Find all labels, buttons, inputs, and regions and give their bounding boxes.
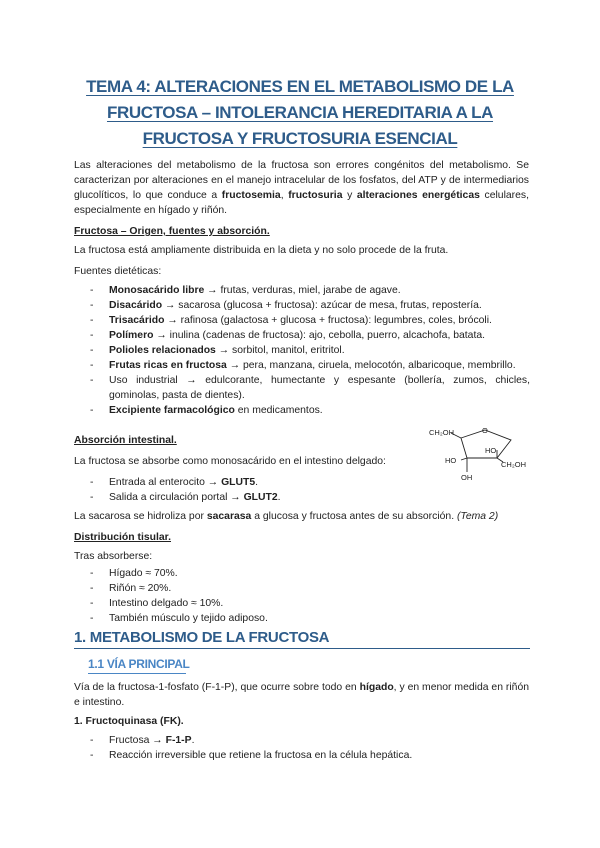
absorcion-paragraph: La fructosa se absorbe como monosacárido en el intestino delgado: [74, 456, 386, 467]
fuentes-list [90, 283, 530, 418]
tema-reference: (Tema 2) [456, 511, 499, 522]
list-item: - Riñón ≈ 20%. [90, 583, 172, 594]
list-item: - Polímero → inulina (cadenas de fructosa): ajo, cebolla, puerro, alcachofa, batata. [90, 330, 486, 341]
intro-text: Las alteraciones del metabolismo de la fructosa son errores congénitos del metabolismo. Se caracterizan por alteraciones en el manejo intracelular de los fosfatos, del ATP y de intermediarios glucolíticos, lo que conduce a [74, 160, 529, 201]
via-principal-paragraph: Vía de la fructosa-1-fosfato (F-1-P), que ocurre sobre todo en hígado, y en menor medida en riñón e intestino. [74, 682, 530, 708]
list-item: - Salida a circulación portal → GLUT2. [90, 492, 281, 503]
list-item: - Trisacárido → rafinosa (galactosa + glucosa + fructosa): legumbres, coles, brócoli. [90, 315, 492, 326]
fructose-molecule-diagram [427, 424, 533, 486]
sacarosa-paragraph: La sacarosa se hidroliza por sacarasa a glucosa y fructosa antes de su absorción. (Tema 2) [74, 511, 499, 522]
origen-heading: Fructosa – Origen, fuentes y absorción. [74, 226, 270, 237]
intro-text: , [280, 190, 289, 201]
absorcion-heading: Absorción intestinal. [74, 435, 177, 446]
label-ch2oh-right: CH₂OH [501, 460, 526, 469]
absorcion-list [90, 475, 410, 505]
label-ho-left: HO [445, 456, 457, 465]
section-heading: 1. METABOLISMO DE LA FRUCTOSA [74, 629, 330, 646]
fructoquinasa-list [90, 733, 530, 763]
label-oh-bottom: OH [461, 473, 473, 482]
subsection-divider [88, 673, 186, 674]
list-item: - Monosacárido libre → frutas, verduras, miel, jarabe de agave. [90, 285, 401, 296]
list-item: - Excipiente farmacológico en medicamentos. [90, 405, 323, 416]
list-item: - Polioles relacionados → sorbitol, manitol, eritritol. [90, 345, 345, 356]
label-ch2oh-left: CH₂OH [429, 428, 454, 437]
list-item: - Reacción irreversible que retiene la fructosa en la célula hepática. [90, 750, 413, 761]
list-item: - Disacárido → sacarosa (glucosa + fructosa): azúcar de mesa, frutas, repostería. [90, 300, 482, 311]
intro-paragraph [74, 158, 529, 218]
list-item: - Intestino delgado ≈ 10%. [90, 598, 224, 609]
list-item: - También músculo y tejido adiposo. [90, 613, 268, 624]
page-title: TEMA 4: ALTERACIONES EN EL METABOLISMO DE LA FRUCTOSA – INTOLERANCIA HEREDITARIA A LA FRUCTOSA Y FRUCTOSURIA ESENCIAL [86, 77, 514, 148]
intro-text: celulares, especialmente en hígado y riñón. [74, 190, 529, 216]
bond [461, 458, 467, 460]
list-item: - Frutas ricas en fructosa → pera, manzana, ciruela, melocotón, albaricoque, membrillo. [90, 360, 516, 371]
fructoquinasa-heading: 1. Fructoquinasa (FK). [74, 716, 184, 727]
distribucion-paragraph: Tras absorberse: [74, 551, 153, 562]
label-ring-oxygen: O [482, 426, 488, 435]
section-divider [74, 648, 530, 649]
list-item: - Hígado ≈ 70%. [90, 568, 178, 579]
list-item: - Uso industrial → edulcorante, humectante y espesante (bollería, zumos, chicles, gominolas, pasta de dientes). [90, 375, 530, 401]
origen-paragraph: La fructosa está ampliamente distribuida en la dieta y no solo procede de la fruta. [74, 245, 449, 256]
distribucion-list [90, 566, 530, 626]
list-item: - Fructosa → F-1-P. [90, 735, 195, 746]
distribucion-heading: Distribución tisular. [74, 532, 171, 543]
intro-text: y [342, 190, 357, 201]
intro-bold-fructosemia: fructosemia [221, 190, 281, 201]
intro-bold-alteraciones: alteraciones energéticas [356, 190, 480, 201]
list-item: - Entrada al enterocito → GLUT5. [90, 477, 259, 488]
fuentes-label: Fuentes dietéticas: [74, 266, 162, 277]
intro-bold-fructosuria: fructosuria [288, 190, 343, 201]
subsection-heading: 1.1 VÍA PRINCIPAL [88, 657, 190, 671]
label-ho-right: HO [485, 446, 497, 455]
